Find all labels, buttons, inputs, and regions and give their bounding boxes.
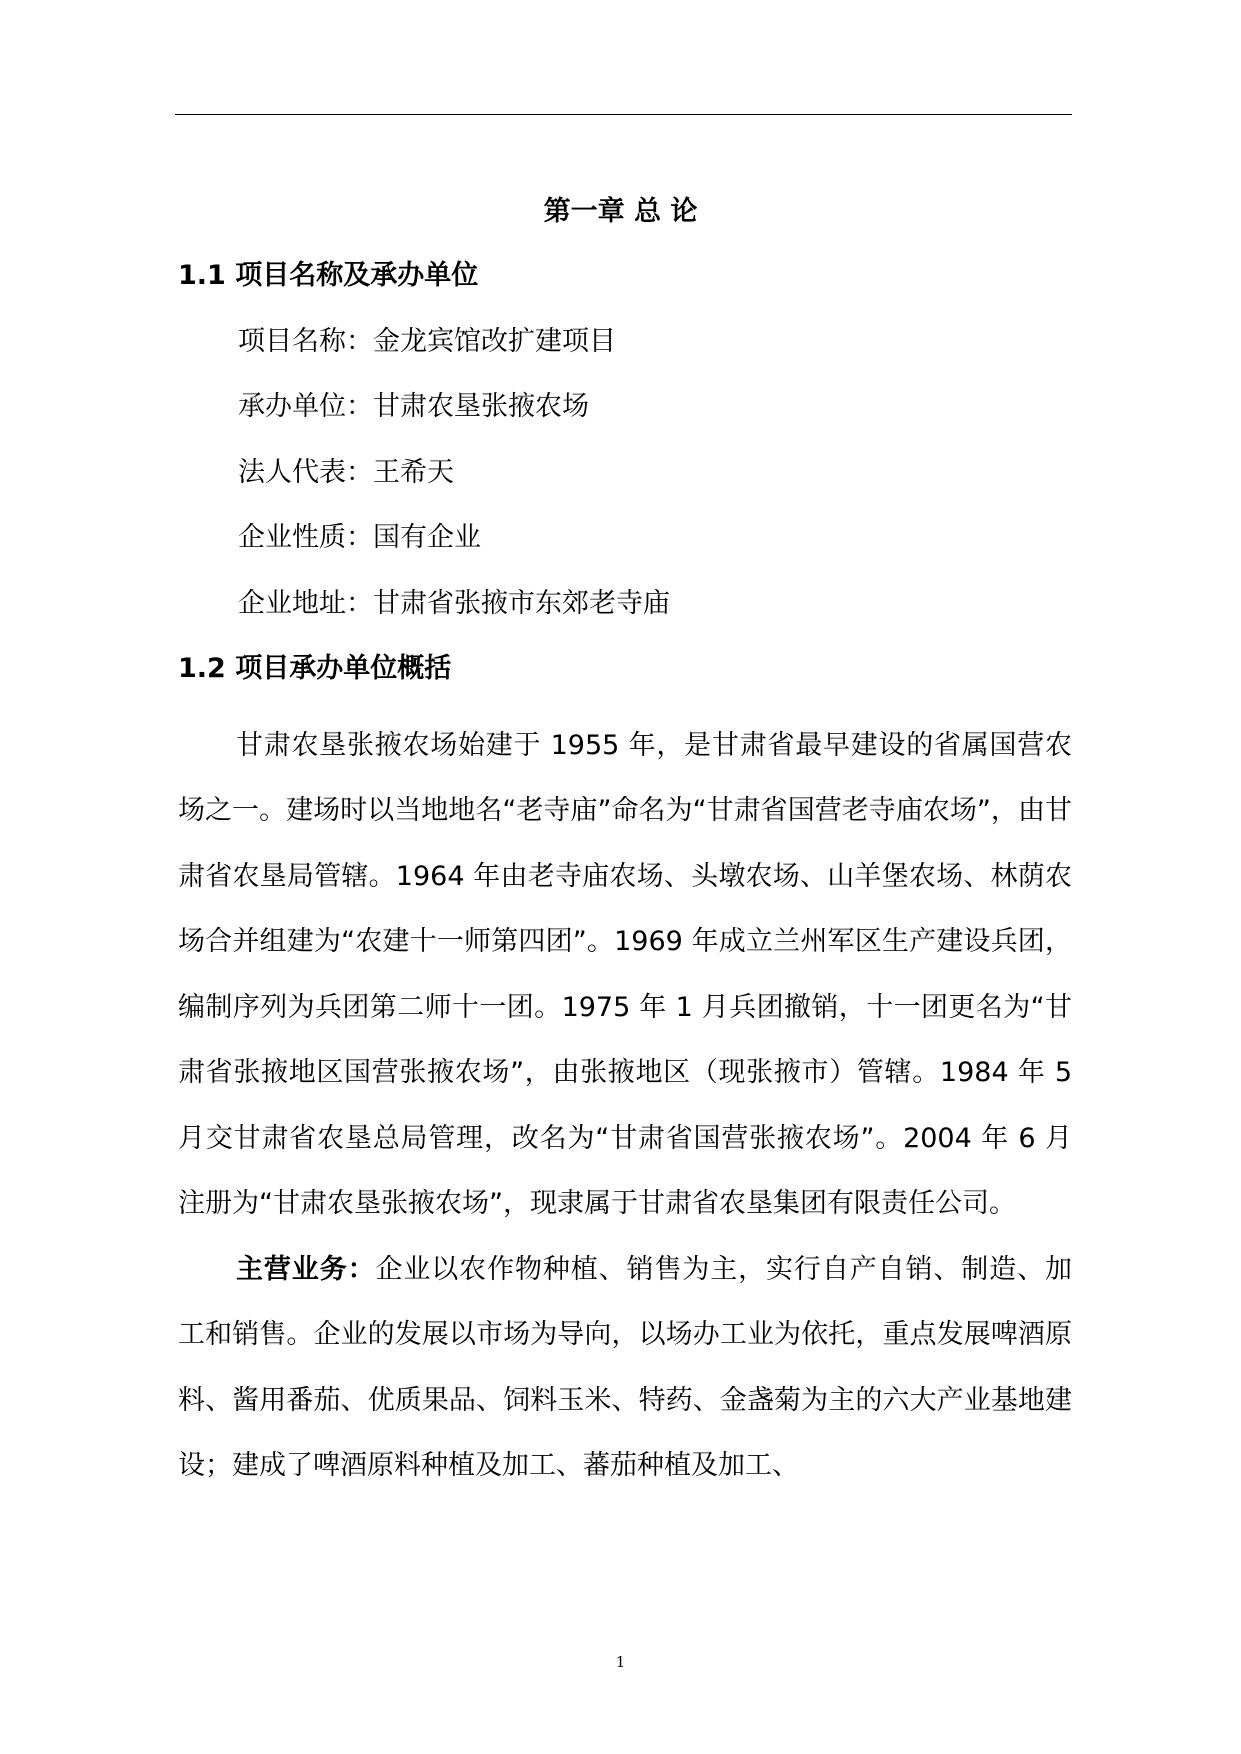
field-value: 金龙宾馆改扩建项目 bbox=[373, 325, 616, 357]
field-organizer bbox=[178, 385, 1072, 451]
field-label: 企业性质： bbox=[238, 522, 373, 553]
field-value: 甘肃省张掖市东郊老寺庙 bbox=[373, 587, 670, 619]
chapter-title: 第一章 总 论 bbox=[543, 196, 698, 227]
document-body bbox=[178, 254, 1072, 1499]
field-value: 甘肃农垦张掖农场 bbox=[373, 391, 589, 422]
header-rule bbox=[175, 114, 1072, 115]
section-heading-1-1: 1.1 项目名称及承办单位 bbox=[178, 260, 479, 291]
field-label: 项目名称： bbox=[238, 325, 373, 357]
field-value: 国有企业 bbox=[373, 522, 481, 553]
field-legal-representative bbox=[178, 451, 1072, 517]
page-number: 1 bbox=[615, 1653, 626, 1671]
field-value: 王希天 bbox=[373, 456, 454, 488]
field-label: 企业地址： bbox=[238, 587, 373, 619]
field-project-name bbox=[178, 320, 1072, 386]
field-enterprise-address bbox=[178, 582, 1072, 648]
business-text: 企业以农作物种植、销售为主，实行自产自销、制造、加工和销售。企业的发展以市场为导向，以场办工业为依托，重点发展啤酒原料、酱用番茄、优质果品、饲料玉米、特药、金盏菊为主的六大产业基地建设；建成了啤酒原料种植及加工、蕃茄种植及加工、 bbox=[178, 1253, 1073, 1481]
section-heading-1-2: 1.2 项目承办单位概括 bbox=[178, 653, 452, 684]
business-label: 主营业务： bbox=[236, 1253, 376, 1285]
field-enterprise-type bbox=[178, 516, 1072, 582]
business-paragraph bbox=[178, 1237, 1072, 1499]
history-paragraph: 甘肃农垦张掖农场始建于 1955 年，是甘肃省最早建设的省属国营农场之一。建场时以当地地名“老寺庙”命名为“甘肃省国营老寺庙农场”，由甘肃省农垦局管辖。1964 年由老寺庙农场、头墩农场、山羊堡农场、林荫农场合并组建为“农建十一师第四团”。1969 年成立兰州军区生产建设兵团，编制序列为兵团第二师十一团。1975 年 1 月兵团撤销，十一团更名为“甘肃省张掖地区国营张掖农场”，由张掖地区（现张掖市）管辖。1984 年 5 月交甘肃省农垦总局管理，改名为“甘肃省国营张掖农场”。2004 年 6 月注册为“甘肃农垦张掖农场”，现隶属于甘肃省农垦集团有限责任公司。 bbox=[178, 729, 1072, 1219]
field-label: 承办单位： bbox=[238, 391, 373, 422]
field-label: 法人代表： bbox=[238, 456, 373, 488]
